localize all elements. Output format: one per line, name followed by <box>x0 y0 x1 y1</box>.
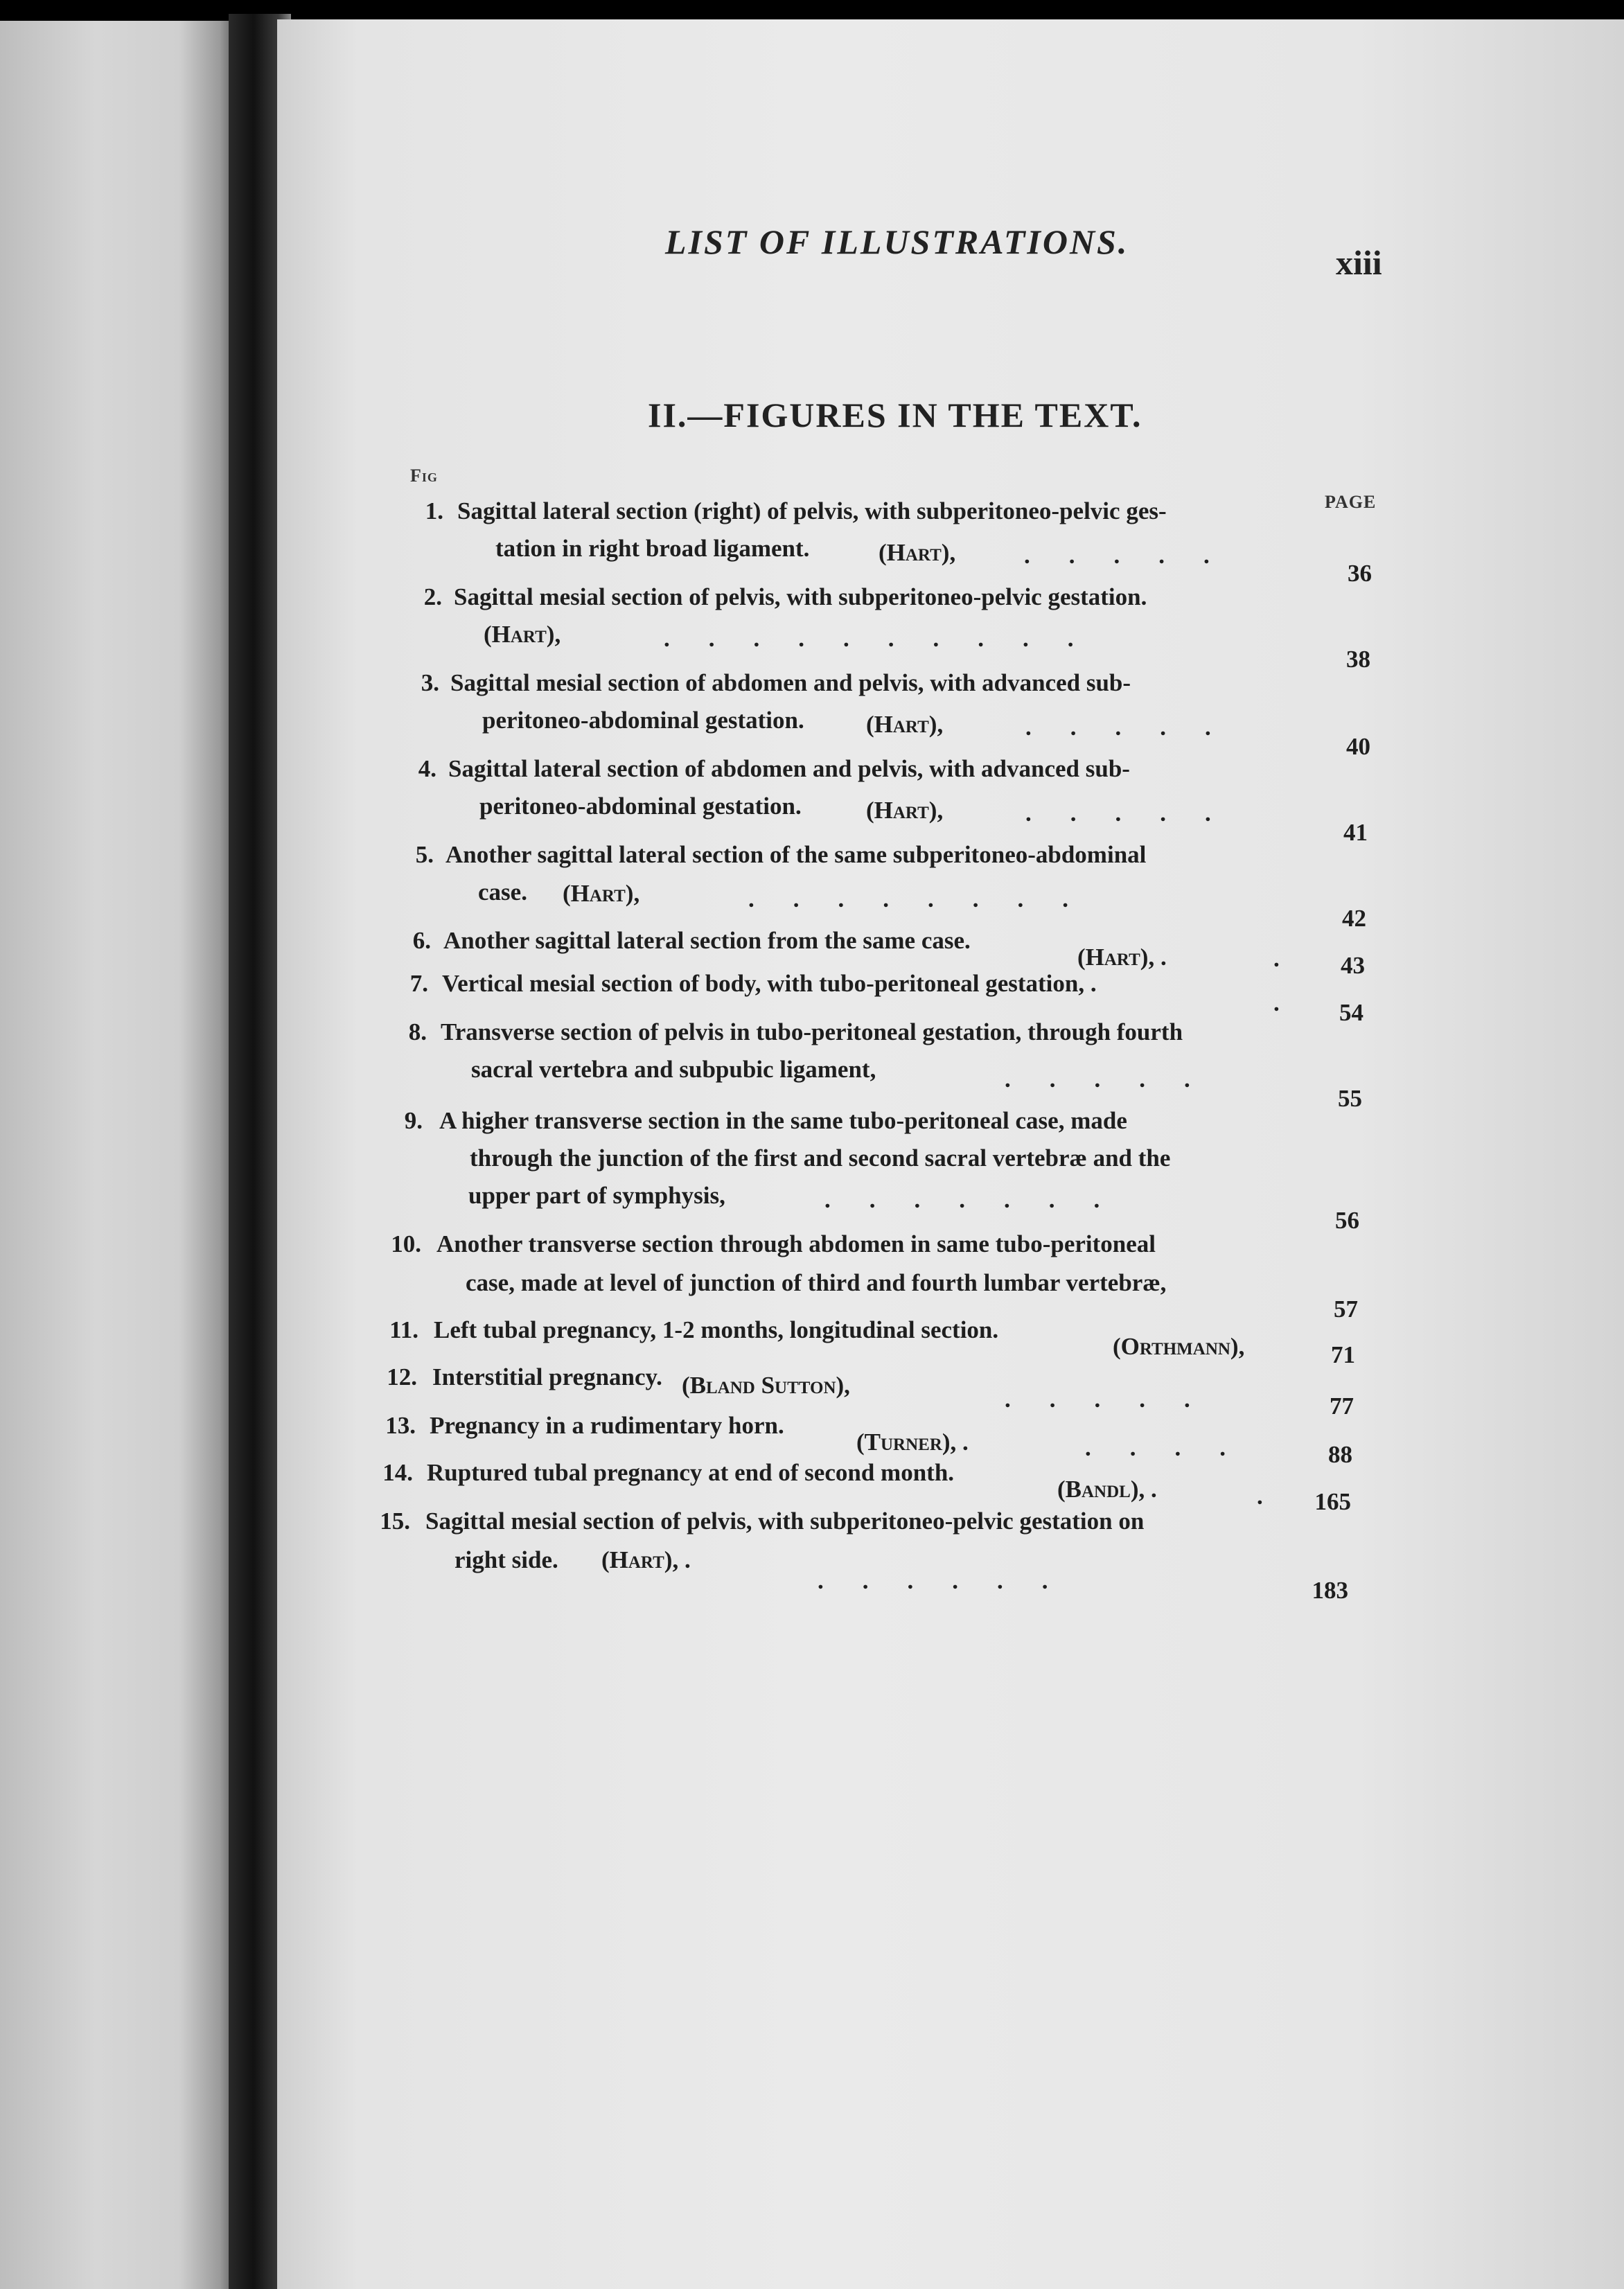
entry-author: (Hart), . <box>601 1546 691 1573</box>
entry-text: Sagittal mesial section of abdomen and pelvis, with advanced sub- <box>450 669 1131 696</box>
figure-number: 1. <box>425 497 443 524</box>
figure-number: 14. <box>382 1459 413 1486</box>
entry-page: 57 <box>1334 1296 1358 1323</box>
figure-number: 11. <box>389 1316 418 1343</box>
entry-page: 77 <box>1330 1393 1354 1420</box>
entry-text: Sagittal mesial section of pelvis, with subperitoneo-pelvic gestation on <box>425 1508 1145 1535</box>
entry-author: (Bland Sutton), <box>682 1372 850 1399</box>
figure-number: 13. <box>385 1412 416 1439</box>
page-column-header: PAGE <box>1325 492 1377 512</box>
leader-dots: ..... <box>1025 799 1250 827</box>
entry-text: Another sagittal lateral section of the same subperitoneo-abdominal <box>445 841 1147 868</box>
leader-dots: ..... <box>1005 1386 1229 1413</box>
entry-author: (Hart), <box>879 539 956 566</box>
entry-page: 183 <box>1312 1577 1348 1604</box>
figure-number: 12. <box>387 1363 417 1390</box>
leader-dots: ....... <box>824 1186 1139 1213</box>
entry-text: Sagittal mesial section of pelvis, with subperitoneo-pelvic gestation. <box>454 583 1147 610</box>
entry-text: tation in right broad ligament. <box>495 535 810 562</box>
entry-page: 40 <box>1346 733 1370 760</box>
entry-author: (Hart), <box>563 880 640 907</box>
leader-dots: . <box>1257 1483 1263 1510</box>
entry-author: (Hart), <box>866 711 944 738</box>
entry-text: Pregnancy in a rudimentary horn. <box>430 1412 784 1439</box>
entry-text: Left tubal pregnancy, 1-2 months, longitudinal section. <box>434 1316 999 1343</box>
entry-author: (Orthmann), <box>1113 1333 1245 1360</box>
entry-page: 71 <box>1331 1341 1355 1368</box>
figure-number: 5. <box>415 841 434 868</box>
entry-text: Transverse section of pelvis in tubo-peritoneal gestation, through fourth <box>441 1018 1183 1045</box>
entry-page: 36 <box>1348 560 1372 587</box>
figure-number: 10. <box>391 1230 421 1257</box>
entry-author: (Turner), . <box>856 1429 969 1456</box>
figure-number: 4. <box>418 755 436 782</box>
entry-text: Another sagittal lateral section from the same case. <box>443 927 971 954</box>
entry-page: 54 <box>1339 999 1363 1026</box>
entry-page: 41 <box>1343 819 1368 846</box>
entry-text: case, made at level of junction of third and fourth lumbar vertebræ, <box>466 1269 1167 1296</box>
fig-column-header: Fig <box>410 466 438 486</box>
entry-text: Another transverse section through abdomen in same tubo-peritoneal <box>436 1230 1156 1257</box>
figure-number: 7. <box>409 970 428 997</box>
entry-page: 55 <box>1338 1085 1362 1112</box>
figure-number: 9. <box>404 1107 423 1134</box>
leader-dots: ..... <box>1025 714 1250 741</box>
leader-dots: . <box>1273 989 1280 1016</box>
entry-text: Vertical mesial section of body, with tubo-peritoneal gestation, . <box>442 970 1097 997</box>
entry-page: 42 <box>1342 905 1366 932</box>
entry-text: case. <box>478 878 527 905</box>
leader-dots: ..... <box>1024 542 1248 569</box>
entry-page: 165 <box>1314 1488 1351 1515</box>
leader-dots: ........ <box>748 885 1107 912</box>
entry-text: Interstitial pregnancy. <box>432 1363 662 1390</box>
entry-text: peritoneo-abdominal gestation. <box>482 707 804 734</box>
figure-number: 8. <box>408 1018 427 1045</box>
entry-author: (Bandl), . <box>1057 1476 1157 1503</box>
figure-number: 6. <box>412 927 431 954</box>
leader-dots: ...... <box>818 1567 1087 1594</box>
entry-text: right side. <box>454 1546 558 1573</box>
entry-text: peritoneo-abdominal gestation. <box>479 793 802 820</box>
facing-page-edge <box>0 21 239 2289</box>
figure-number: 3. <box>421 669 439 696</box>
entry-text: upper part of symphysis, <box>468 1182 725 1209</box>
leader-dots: .... <box>1085 1434 1264 1461</box>
page-number: xiii <box>1336 243 1382 282</box>
entry-page: 38 <box>1346 646 1370 673</box>
entry-text: Ruptured tubal pregnancy at end of second month. <box>427 1459 955 1486</box>
entry-text: sacral vertebra and subpubic ligament, <box>471 1056 876 1083</box>
section-heading: II.—FIGURES IN THE TEXT. <box>648 396 1142 434</box>
running-title: LIST OF ILLUSTRATIONS. <box>665 222 1129 261</box>
figure-number: 2. <box>423 583 442 610</box>
leader-dots: ..... <box>1005 1066 1229 1093</box>
entry-author: (Hart), . <box>1077 944 1167 971</box>
entry-author: (Hart), <box>866 797 944 824</box>
entry-text: Sagittal lateral section of abdomen and pelvis, with advanced sub- <box>448 755 1130 782</box>
entry-author: (Hart), <box>484 621 561 648</box>
leader-dots: .......... <box>664 625 1113 652</box>
entry-page: 43 <box>1341 952 1365 979</box>
entry-text: A higher transverse section in the same tubo-peritoneal case, made <box>439 1107 1127 1134</box>
entry-text: through the junction of the first and second sacral vertebræ and the <box>470 1144 1171 1172</box>
entry-page: 56 <box>1335 1207 1359 1234</box>
leader-dots: . <box>1273 945 1280 972</box>
entry-page: 88 <box>1328 1441 1352 1468</box>
figure-number: 15. <box>380 1508 410 1535</box>
entry-text: Sagittal lateral section (right) of pelvis, with subperitoneo-pelvic ges- <box>457 497 1167 524</box>
